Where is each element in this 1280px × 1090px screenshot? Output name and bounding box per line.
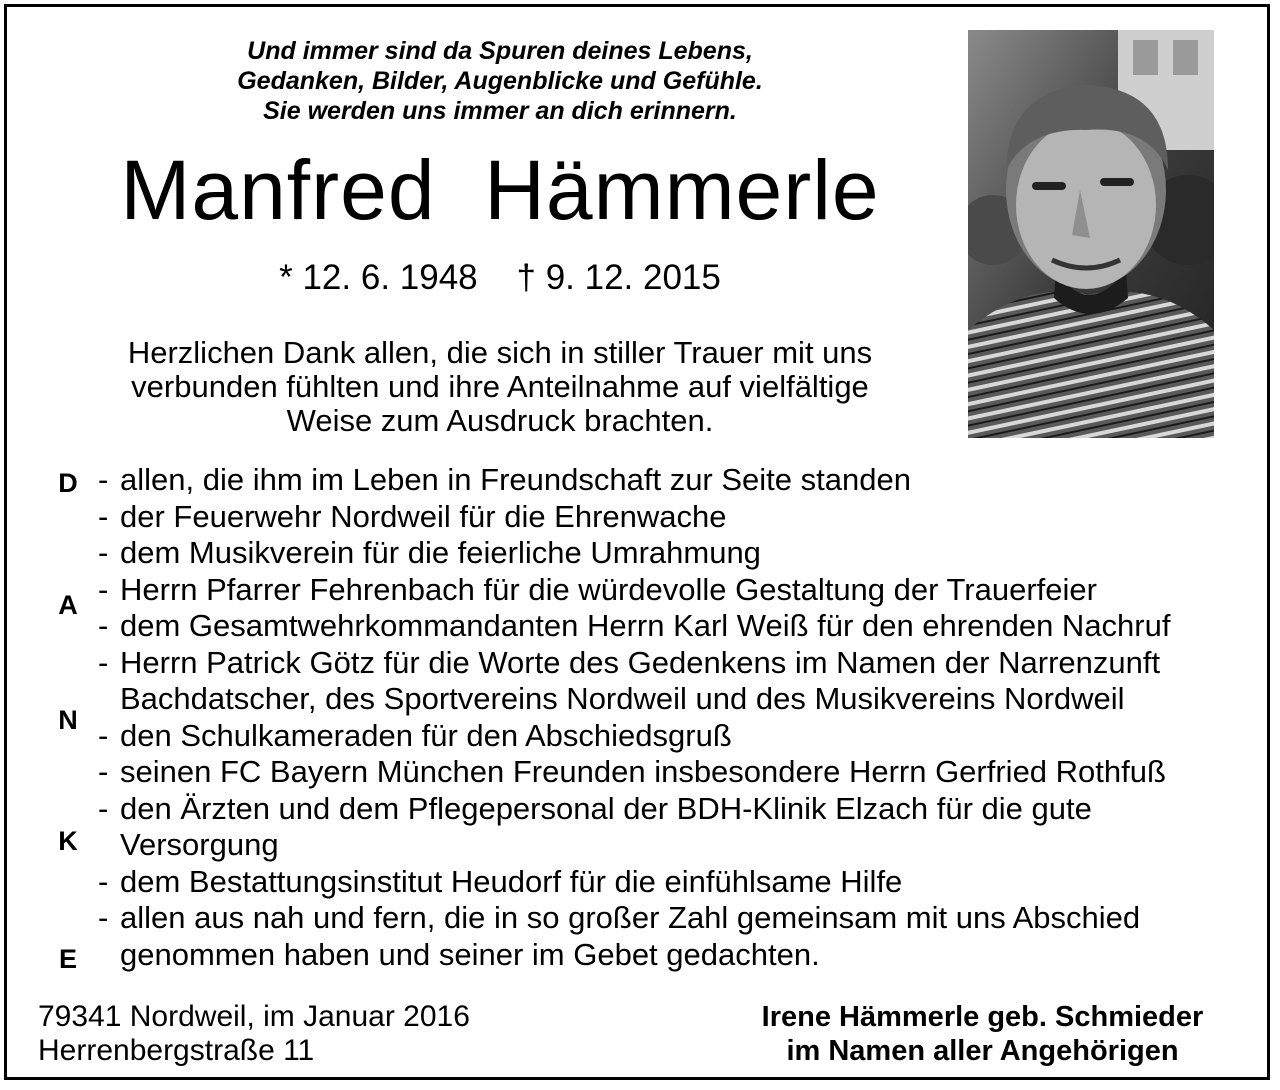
list-item: - dem Gesamtwehrkommandanten Herrn Karl Weiß für den ehrenden Nachruf (98, 608, 1171, 643)
portrait-photo (968, 30, 1214, 438)
dank-letter: D (58, 468, 78, 498)
list-item: - den Schulkameraden für den Abschiedsgruß (98, 717, 732, 753)
list-item-text: den Schulkameraden für den Abschiedsgruß (120, 717, 732, 753)
thanks-line: Herzlichen Dank allen, die sich in stiller Trauer mit uns (127, 335, 873, 370)
list-item: - dem Musikverein für die feierliche Umrahmung (98, 535, 761, 570)
list-item: - der Feuerwehr Nordweil für die Ehrenwache (98, 498, 727, 534)
address-line: 79341 Nordweil, im Januar 2016 (38, 1000, 470, 1033)
list-item-text: Herrn Pfarrer Fehrenbach für die würdevolle Gestaltung der Trauerfeier (120, 571, 1097, 607)
sender-address (38, 1000, 470, 1068)
list-item: - dem Bestattungsinstitut Heudorf für die einfühlsame Hilfe (98, 863, 903, 899)
memorial-quote (150, 36, 850, 126)
thanks-line: Weise zum Ausdruck brachten. (286, 403, 714, 438)
thanks-paragraph (80, 336, 920, 438)
address-line: Herrenbergstraße 11 (38, 1034, 315, 1067)
quote-line: Gedanken, Bilder, Augenblicke und Gefühle. (237, 67, 763, 95)
signature-line: Irene Hämmerle geb. Schmieder (761, 1001, 1204, 1033)
list-item-text: der Feuerwehr Nordweil für die Ehrenwache (120, 498, 727, 534)
list-item-text: dem Bestattungsinstitut Heudorf für die einfühlsame Hilfe (120, 863, 903, 899)
list-item: - allen aus nah und fern, die in so großer Zahl gemeinsam mit uns Abschied genommen haben und seiner im Gebet gedachten. (98, 900, 1141, 972)
list-item-text: allen, die ihm im Leben in Freundschaft zur Seite standen (120, 462, 911, 497)
thanks-line: verbunden fühlten und ihre Anteilnahme auf vielfältige (131, 369, 869, 404)
quote-line: Und immer sind da Spuren deines Lebens, (247, 37, 753, 65)
dank-letter: K (58, 826, 78, 856)
list-item: - Herrn Pfarrer Fehrenbach für die würdevolle Gestaltung der Trauerfeier (98, 571, 1097, 607)
list-item-text: Herrn Patrick Götz für die Worte des Gedenkens im Namen der Narrenzunft Bachdatscher, des Sportvereins Nordweil und des Musikvereins Nordweil (120, 644, 1161, 716)
life-dates: * 12. 6. 1948 † 9. 12. 2015 (279, 258, 721, 297)
list-item-text: den Ärzten und dem Pflegepersonal der BDH-Klinik Elzach für die gute Versorgung (120, 790, 1092, 862)
dank-letter: E (58, 944, 77, 974)
deceased-name: Manfred Hämmerle (120, 143, 880, 237)
signature-line: im Namen aller Angehörigen (786, 1035, 1179, 1067)
portrait-image (968, 30, 1214, 438)
list-item-text: allen aus nah und fern, die in so großer Zahl gemeinsam mit uns Abschied genommen haben und seiner im Gebet gedachten. (120, 900, 1141, 972)
signature-block (730, 1000, 1235, 1068)
dank-letter: A (58, 590, 78, 620)
list-item: - allen, die ihm im Leben in Freundschaft zur Seite standen (98, 462, 911, 497)
list-item: - seinen FC Bayern München Freunden insbesondere Herrn Gerfried Rothfuß (98, 754, 1166, 789)
list-item-text: seinen FC Bayern München Freunden insbesondere Herrn Gerfried Rothfuß (120, 754, 1166, 789)
dank-letter: N (58, 705, 78, 735)
list-item-text: dem Musikverein für die feierliche Umrahmung (120, 535, 761, 570)
list-item-text: dem Gesamtwehrkommandanten Herrn Karl Weiß für den ehrenden Nachruf (120, 608, 1171, 643)
quote-line: Sie werden uns immer an dich erinnern. (263, 97, 737, 125)
acknowledgement-list (98, 462, 1268, 973)
list-item: - den Ärzten und dem Pflegepersonal der BDH-Klinik Elzach für die gute Versorgung (98, 790, 1092, 862)
list-item: - Herrn Patrick Götz für die Worte des Gedenkens im Namen der Narrenzunft Bachdatscher, des Sportvereins Nordweil und des Musikvereins Nordweil (98, 644, 1161, 716)
